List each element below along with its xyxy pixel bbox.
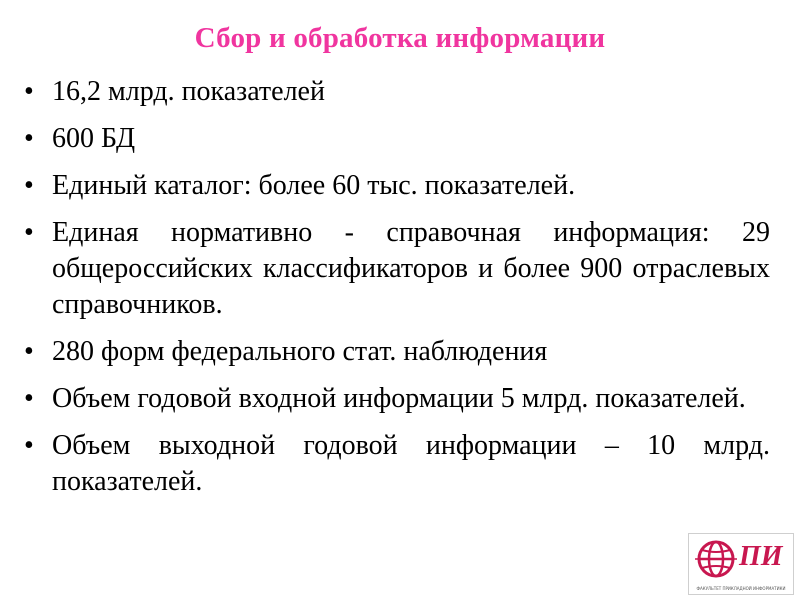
bullet-item-1 (24, 74, 770, 110)
bullet-item-3 (24, 168, 770, 204)
bullet-item-2 (24, 121, 770, 157)
bullet-list (24, 74, 770, 511)
bullet-marker: • (24, 336, 34, 367)
bullet-text: Единая нормативно - справочная информация: 29 общероссийских классификаторов и более 900 отраслевых справочников. (52, 217, 770, 320)
bullet-text: 600 БД (52, 123, 136, 154)
bullet-text: Объем выходной годовой информации – 10 млрд. показателей. (52, 430, 770, 497)
bullet-marker: • (24, 170, 34, 201)
bullet-item-5 (24, 334, 770, 370)
bullet-marker: • (24, 123, 34, 154)
bullet-text: 280 форм федерального стат. наблюдения (52, 336, 548, 367)
faculty-logo (688, 533, 794, 595)
bullet-text: Единый каталог: более 60 тыс. показателей. (52, 170, 576, 201)
bullet-marker: • (24, 383, 34, 414)
logo-caption: ФАКУЛЬТЕТ ПРИКЛАДНОЙ ИНФОРМАТИКИ (696, 586, 786, 591)
globe-logo-icon (695, 539, 737, 579)
bullet-marker: • (24, 217, 34, 248)
bullet-item-7 (24, 428, 770, 500)
bullet-item-6 (24, 381, 770, 417)
logo-text: ПИ (739, 541, 783, 572)
bullet-item-4 (24, 215, 770, 323)
bullet-text: Объем годовой входной информации 5 млрд. показателей. (52, 383, 746, 414)
slide-title: Сбор и обработка информации (194, 22, 606, 54)
bullet-text: 16,2 млрд. показателей (52, 76, 325, 107)
bullet-marker: • (24, 430, 34, 461)
bullet-marker: • (24, 76, 34, 107)
